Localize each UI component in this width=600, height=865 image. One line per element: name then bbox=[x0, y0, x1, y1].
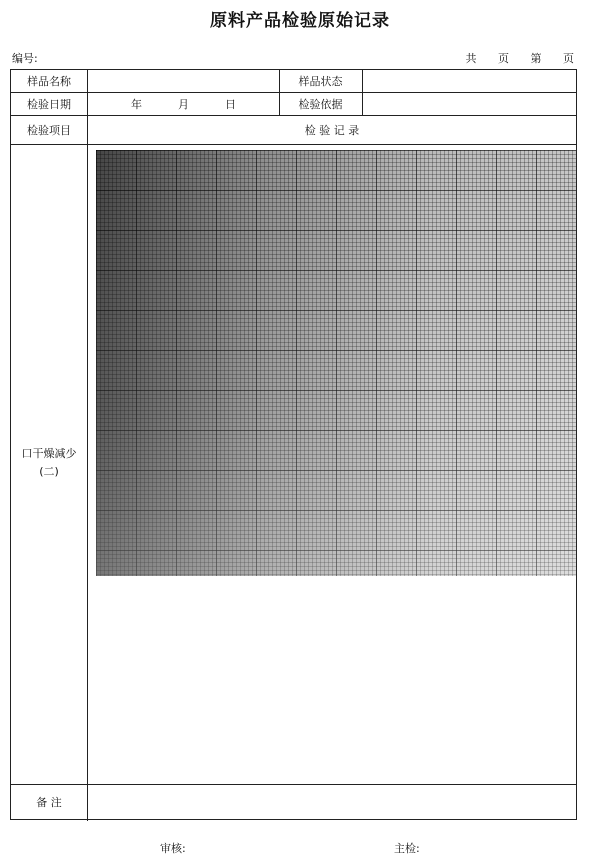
sample-state-label: 样品状态 bbox=[298, 75, 343, 88]
reviewer-label: 审核: bbox=[160, 842, 186, 855]
main-inspector-label: 主检: bbox=[394, 842, 420, 855]
page-count bbox=[450, 50, 575, 66]
page-title: 原料产品检验原始记录 bbox=[210, 11, 390, 31]
inspect-basis-label: 检验依据 bbox=[298, 97, 343, 111]
inspect-date-field[interactable] bbox=[88, 92, 279, 115]
sample-name-label: 样品名称 bbox=[27, 75, 71, 88]
inspect-item-name bbox=[11, 445, 87, 481]
pages-label: 页 bbox=[498, 52, 509, 65]
date-month: 月 bbox=[178, 97, 189, 111]
inspect-record-header: 检 验 记 录 bbox=[304, 123, 360, 137]
record-number-label: 编号: bbox=[12, 52, 38, 65]
remarks-field[interactable] bbox=[88, 784, 576, 819]
inspection-form bbox=[10, 69, 577, 820]
total-label: 共 bbox=[465, 52, 477, 65]
page-label: 第 bbox=[530, 52, 542, 65]
inspect-date-label: 检验日期 bbox=[27, 97, 71, 111]
page-suffix: 页 bbox=[563, 52, 574, 65]
sample-state-field[interactable] bbox=[363, 70, 576, 92]
inspect-basis-field[interactable] bbox=[363, 92, 576, 115]
inspect-item-label: 检验项目 bbox=[27, 123, 71, 137]
item-name-line1: 口干燥减少 bbox=[21, 447, 77, 460]
remarks-label: 备 注 bbox=[36, 795, 62, 809]
date-year: 年 bbox=[131, 97, 142, 111]
row-divider bbox=[11, 144, 576, 145]
item-name-line2: (二) bbox=[39, 465, 59, 478]
date-day: 日 bbox=[225, 97, 236, 111]
col-divider bbox=[87, 70, 88, 821]
sample-name-field[interactable] bbox=[88, 70, 279, 92]
graph-paper-area[interactable] bbox=[96, 150, 576, 576]
